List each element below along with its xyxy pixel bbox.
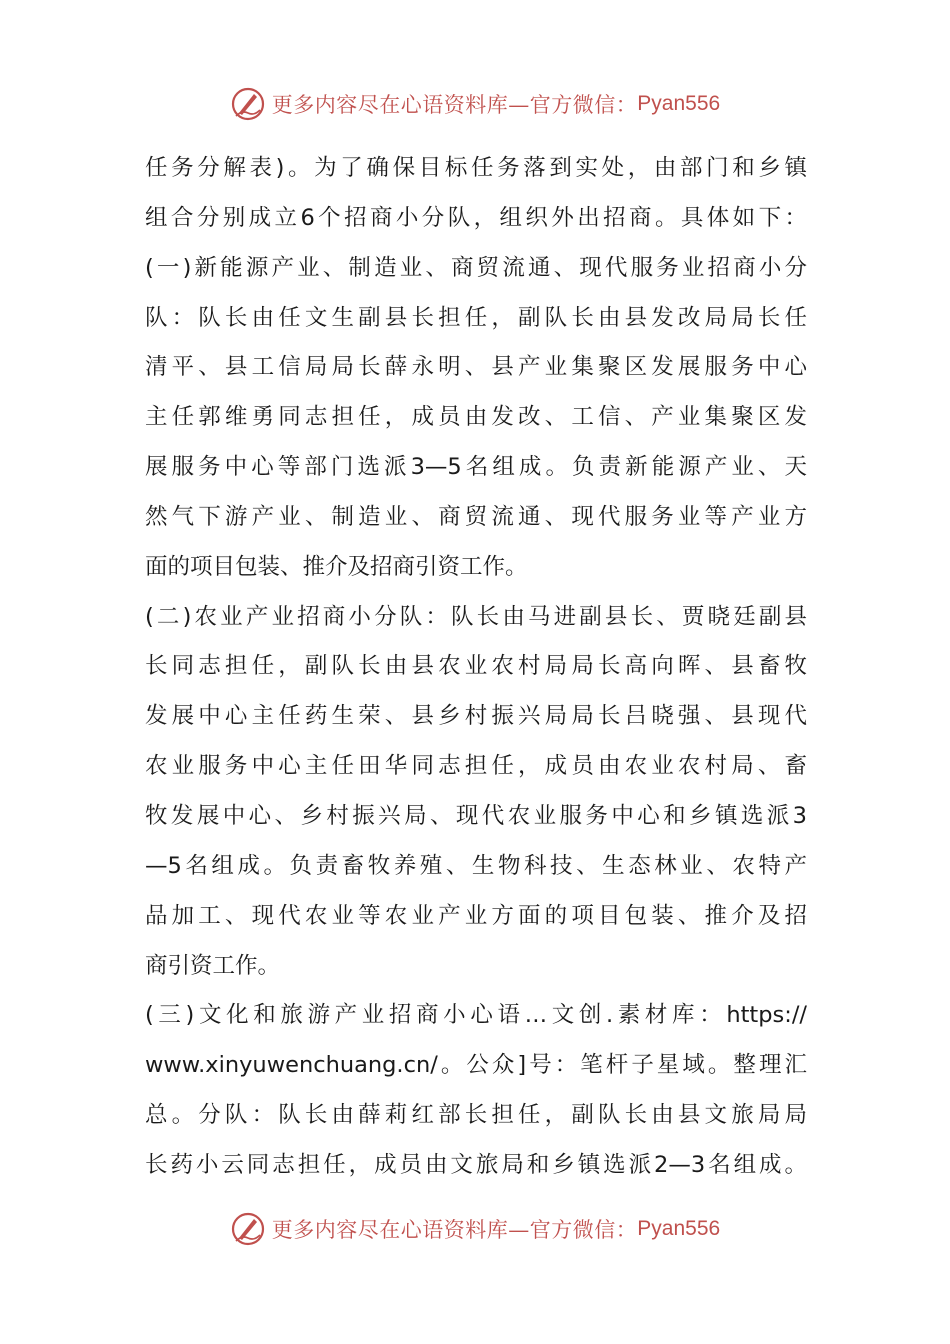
document-body (145, 144, 807, 1191)
text-line: 总。分队：队长由薛莉红部长担任，副队长由县文旅局局 (145, 1102, 807, 1129)
text-line: 展服务中心等部门选派3—5名组成。负责新能源产业、天 (145, 454, 807, 481)
text-line: 长同志担任，副队长由县农业农村局局长高向晖、县畜牧 (145, 653, 807, 680)
text-line: 面的项目包装、推介及招商引资工作。 (145, 553, 528, 580)
text-line: 农业服务中心主任田华同志担任，成员由农业农村局、畜 (145, 753, 807, 780)
text-line: 商引资工作。 (145, 952, 281, 979)
text-line: (二)农业产业招商小分队：队长由马进副县长、贾晓廷副县 (145, 603, 807, 630)
text-line: www.xinyuwenchuang.cn/。公众]号：笔杆子星域。整理汇 (145, 1052, 807, 1079)
text-line: 发展中心主任药生荣、县乡村振兴局局长吕晓强、县现代 (145, 703, 807, 730)
quill-pen-logo-icon (230, 1211, 266, 1247)
text-line: 队：队长由任文生副县长担任，副队长由县发改局局长任 (145, 304, 807, 331)
text-line: —5名组成。负责畜牧养殖、生物科技、生态林业、农特产 (145, 852, 807, 879)
watermark-text: 更多内容尽在心语资料库—官方微信： (271, 93, 638, 117)
text-line: 长药小云同志担任，成员由文旅局和乡镇选派2—3名组成。 (145, 1151, 807, 1178)
quill-pen-logo-icon (230, 86, 266, 122)
text-line: (一)新能源产业、制造业、商贸流通、现代服务业招商小分 (145, 254, 807, 281)
text-line: 牧发展中心、乡村振兴局、现代农业服务中心和乡镇选派3 (145, 802, 807, 829)
footer-watermark (0, 1207, 950, 1251)
text-line: 组合分别成立6个招商小分队，组织外出招商。具体如下： (145, 204, 807, 231)
text-line: 任务分解表)。为了确保目标任务落到实处，由部门和乡镇 (145, 155, 807, 181)
text-line: (三)文化和旅游产业招商小心语…文创.素材库：https:// (145, 1002, 807, 1029)
text-line: 清平、县工信局局长薛永明、县产业集聚区发展服务中心 (145, 354, 807, 381)
watermark-wechat-id: Pyan556 (637, 92, 721, 115)
text-line: 品加工、现代农业等农业产业方面的项目包装、推介及招 (145, 902, 807, 929)
watermark-text: 更多内容尽在心语资料库—官方微信： (271, 1218, 638, 1242)
watermark-wechat-id: Pyan556 (637, 1217, 721, 1240)
header-watermark (0, 82, 950, 126)
text-line: 主任郭维勇同志担任，成员由发改、工信、产业集聚区发 (145, 404, 807, 431)
text-line: 然气下游产业、制造业、商贸流通、现代服务业等产业方 (145, 503, 807, 530)
